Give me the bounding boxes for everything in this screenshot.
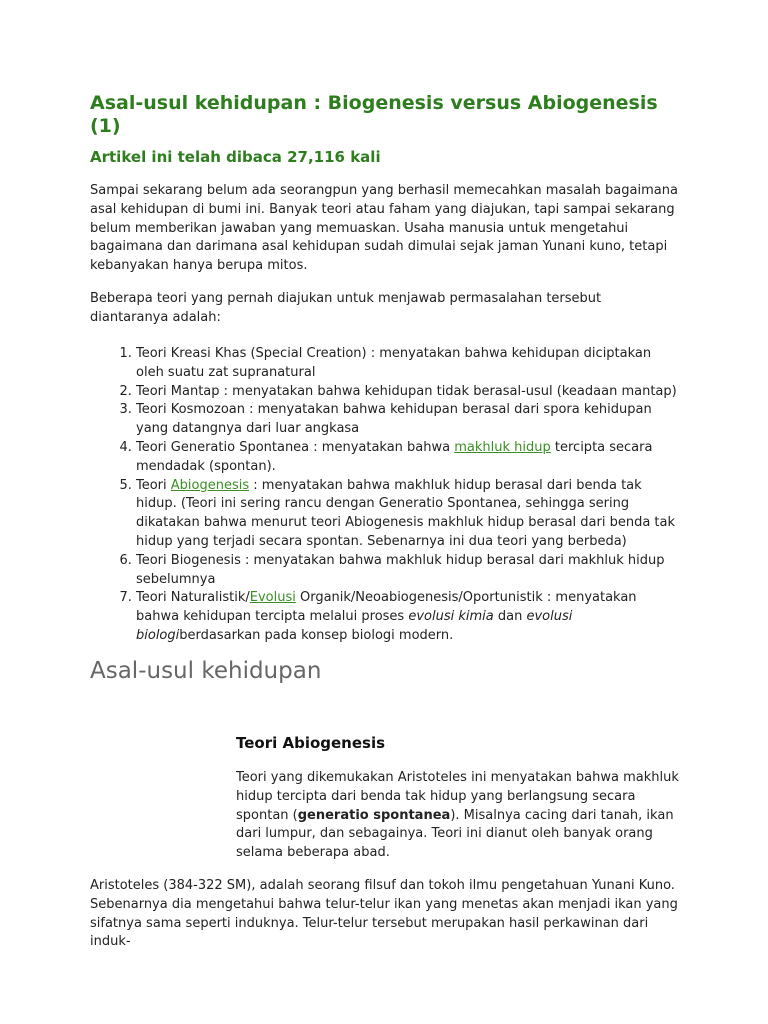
list-item <box>136 383 680 402</box>
list-item <box>136 439 680 477</box>
read-count: Artikel ini telah dibaca 27,116 kali <box>90 148 381 166</box>
theory-text: Teori Generatio Spontanea : menyatakan bahwa <box>136 439 455 455</box>
theory-text: : menyatakan bahwa makhluk hidup berasal dari benda tak hidup. (Teori ini sering rancu dengan Generatio Spontanea, sehingga sering dikatakan bahwa menurut teori Abiogenesis makhluk hidup berasal dari benda tak hidup yang terjadi secara spontan. Sebenarnya ini dua teori yang berbeda) <box>136 477 676 549</box>
lead-paragraph: Beberapa teori yang pernah diajukan untuk menjawab permasalahan tersebut diantaranya adalah: <box>90 291 602 325</box>
theory-text: Teori Mantap : menyatakan bahwa kehidupan tidak berasal-usul (keadaan mantap) <box>136 383 677 399</box>
emphasis-text: evolusi kimia <box>408 609 494 625</box>
theory-text: dan <box>493 609 527 625</box>
box-title: Teori Abiogenesis <box>236 734 386 752</box>
theory-text: Teori Naturalistik/ <box>136 590 250 606</box>
theory-text: berdasarkan pada konsep biologi modern. <box>179 627 454 643</box>
list-item <box>136 401 680 439</box>
theory-text: Teori Biogenesis : menyatakan bahwa makhluk hidup berasal dari makhluk hidup sebelumnya <box>136 552 665 587</box>
makhluk-hidup-link[interactable]: makhluk hidup <box>454 439 551 455</box>
abiogenesis-link[interactable]: Abiogenesis <box>170 477 250 493</box>
abiogenesis-paragraph <box>236 769 681 863</box>
list-item <box>136 477 680 552</box>
paragraph-text: ). Misalnya cacing dari tanah, ikan dari lumpur, dan sebagainya. Teori ini dianut oleh banyak orang selama beberapa abad. <box>236 807 674 861</box>
theory-text: Teori Kosmozoan : menyatakan bahwa kehidupan berasal dari spora kehidupan yang datangnya dari luar angkasa <box>136 402 652 437</box>
theory-list <box>90 345 680 646</box>
article-title: Asal-usul kehidupan : Biogenesis versus Abiogenesis (1) <box>90 92 658 137</box>
theory-text: Organik/Neoabiogenesis/Oportunistik : menyatakan bahwa kehidupan tercipta melalui proses <box>136 590 637 625</box>
theory-text: Teori <box>136 477 171 493</box>
emphasis-text: evolusi biologi <box>136 609 573 643</box>
bold-term: generatio spontanea <box>297 807 451 823</box>
theory-text: Teori Kreasi Khas (Special Creation) : menyatakan bahwa kehidupan diciptakan oleh suatu zat supranatural <box>136 346 652 380</box>
theory-text: tercipta secara mendadak (spontan). <box>136 439 653 474</box>
list-item <box>136 345 680 383</box>
evolusi-link[interactable]: Evolusi <box>249 590 296 606</box>
list-item <box>136 589 680 645</box>
section-heading: Asal-usul kehidupan <box>90 658 322 684</box>
list-item <box>136 552 680 590</box>
aristoteles-paragraph: Aristoteles (384-322 SM), adalah seorang filsuf dan tokoh ilmu pengetahuan Yunani Kuno. Sebenarnya dia mengetahui bahwa telur-telur ikan yang menetas akan menjadi ikan yang sifatnya sama seperti induknya. Telur-telur tersebut merupakan hasil perkawinan dari induk- <box>90 878 678 950</box>
paragraph-text: Teori yang dikemukakan Aristoteles ini menyatakan bahwa makhluk hidup tercipta dari benda tak hidup yang berlangsung secara spontan ( <box>236 770 679 823</box>
intro-paragraph: Sampai sekarang belum ada seorangpun yang berhasil memecahkan masalah bagaimana asal kehidupan di bumi ini. Banyak teori atau faham yang diajukan, tapi sampai sekarang belum memberikan jawaban yang memuaskan. Usaha manusia untuk mengetahui bagaimana dan darimana asal kehidupan sudah dimulai sejak jaman Yunani kuno, tetapi kebanyakan hanya berupa mitos. <box>90 183 678 274</box>
